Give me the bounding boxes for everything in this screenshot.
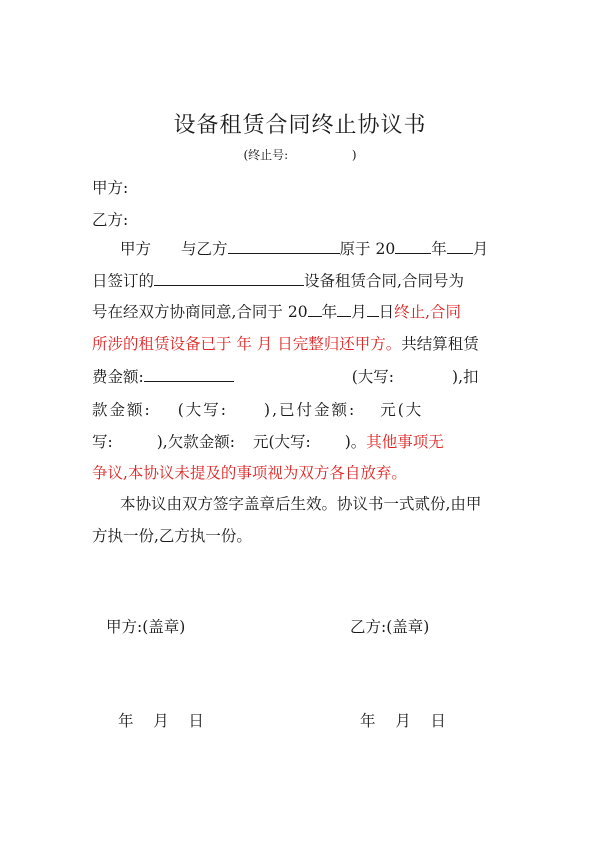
termination-number — [0, 146, 600, 163]
blank-month — [447, 239, 473, 254]
party-a-date: 年 月 日 — [118, 712, 204, 730]
fee-upper-close: ),扣 — [452, 368, 479, 386]
contract-text: 设备租赁合同,合同号为 — [304, 272, 464, 290]
paid-amount-label: ),已付金额: — [264, 401, 357, 419]
party-a-label: 甲方: — [92, 179, 129, 197]
blank-term-month — [337, 302, 351, 317]
term-day: 日 — [378, 303, 395, 321]
deduct-amount-label: 款金额: — [92, 401, 152, 419]
month-text: 月 — [472, 240, 489, 258]
other-matters-red: 其他事项无 — [366, 433, 444, 451]
party-b-date: 年 月 日 — [360, 712, 446, 730]
party-a-text: 甲方 — [120, 240, 152, 258]
body-line-10: 方执一份,乙方执一份。 — [92, 527, 252, 545]
body-line-6 — [92, 398, 423, 420]
termination-number-label: (终止号: — [243, 148, 289, 162]
body-line-9: 本协议由双方签字盖章后生效。协议书一式贰份,由甲 — [120, 495, 482, 513]
party-b-text: 与乙方 — [181, 240, 228, 258]
blank-term-year — [308, 302, 322, 317]
body-line-2 — [92, 269, 464, 291]
day-signed: 日签订的 — [92, 272, 155, 290]
document-title: 设备租赁合同终止协议书 — [173, 113, 427, 138]
party-a-seal: 甲方:(盖章) — [106, 618, 186, 636]
total-rental: 共结算租赁 — [401, 335, 479, 353]
terminated-red: 终止,合同 — [394, 303, 462, 321]
body-line-7 — [92, 430, 444, 452]
contract-terminated-text: 号在经双方协商同意,合同于 20 — [92, 303, 308, 321]
blank-party-b-name — [228, 239, 340, 254]
originally-on: 原于 20 — [339, 240, 396, 258]
write-label: 写: — [92, 433, 113, 451]
fee-upper-label: (大写: — [351, 368, 395, 386]
body-line-1 — [120, 237, 488, 259]
blank-contract-name — [154, 271, 304, 286]
deduct-upper-label: (大写: — [177, 401, 229, 419]
termination-number-close: ) — [351, 148, 357, 162]
party-b-seal: 乙方:(盖章) — [350, 618, 430, 636]
term-year: 年 — [321, 303, 338, 321]
blank-year — [395, 239, 431, 254]
fee-amount-label: 费金额: — [92, 368, 144, 386]
returned-red: 所涉的租赁设备已于 年 月 日完整归还甲方。 — [92, 335, 402, 353]
year-text: 年 — [431, 240, 447, 258]
blank-fee-amount — [144, 367, 234, 382]
body-line-3 — [92, 300, 461, 322]
blank-term-day — [367, 302, 379, 317]
party-b-label: 乙方: — [92, 211, 129, 229]
term-month: 月 — [351, 303, 367, 321]
owed-close: )。 — [344, 433, 367, 451]
paid-yuan: 元(大 — [380, 401, 424, 419]
body-line-4 — [92, 332, 479, 354]
owed-amount-label: ),欠款金额: — [156, 433, 235, 451]
body-line-5 — [92, 365, 479, 387]
body-line-8: 争议,本协议未提及的事项视为双方各自放弃。 — [92, 464, 407, 482]
owed-yuan: 元(大写: — [252, 433, 311, 451]
